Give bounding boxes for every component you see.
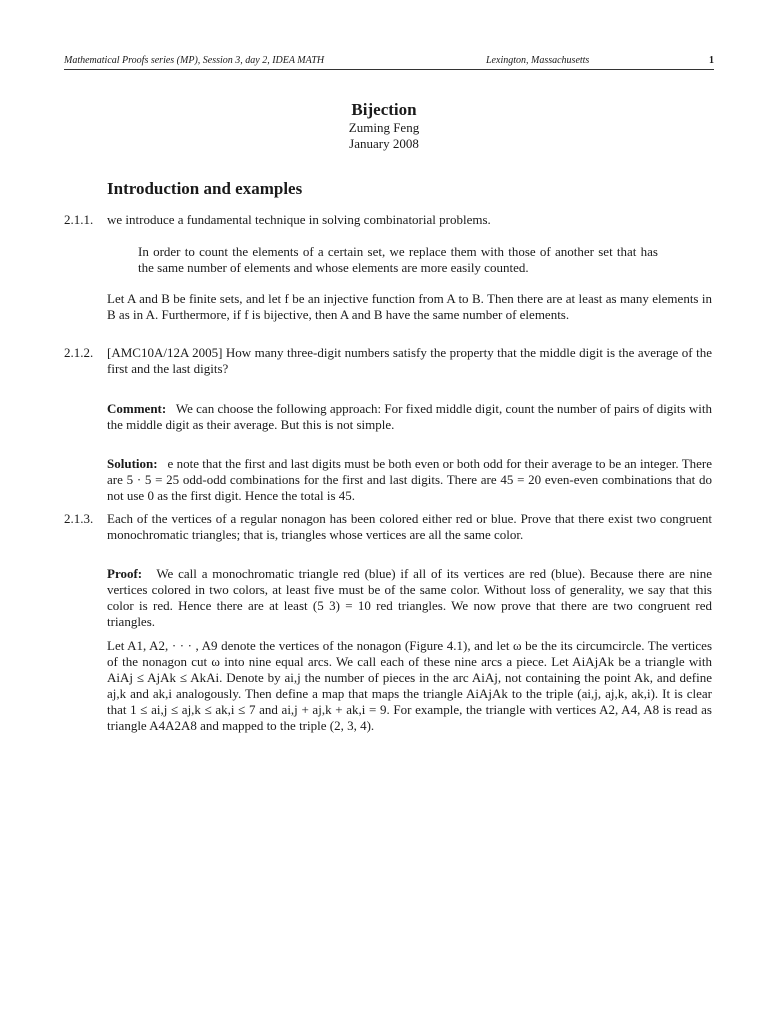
item-number-2-1-1: 2.1.1. (64, 212, 94, 227)
paragraph-text: Let A and B be finite sets, and let f be an injective function from A to B. Then there are at least as many elements in B as in A. Furthermore, if f is bijective, then A and B have the same number of elements. (107, 291, 712, 322)
solution-label: Solution: (107, 456, 158, 471)
proof-continuation-text: Let A1, A2, · · · , A9 denote the vertices of the nonagon (Figure 4.1), and let ω be the its circumcircle. The vertices of the nonagon cut ω into nine equal arcs. We call each of these nine arcs a piece. Let AiAjAk be a triangle with AiAj ≤ AjAk ≤ AkAi. Denote by ai,j the number of pieces in the arc AiAj, not containing the point Ak, and define aj,k and ak,i analogously. Then define a map that maps the triangle AiAjAk to the triple (ai,j, aj,k, ak,i). It is clear that 1 ≤ ai,j ≤ aj,k ≤ ak,i ≤ 7 and ai,j + aj,k + ak,i = 9. For example, the triangle with vertices A2, A4, A8 is read as triangle A4A2A8 and mapped to the triple (2, 3, 4). (107, 638, 712, 733)
header-location: Lexington, Massachusetts (486, 55, 590, 66)
paragraph-sets (107, 291, 712, 323)
comment-paragraph (107, 401, 712, 433)
proof-label: Proof: (107, 566, 143, 581)
paragraph-text: we introduce a fundamental technique in solving combinatorial problems. (107, 212, 491, 227)
paragraph-2-1-1 (64, 212, 712, 228)
paragraph-text: Each of the vertices of a regular nonagon has been colored either red or blue. Prove that there exist two congruent monochromatic triangles; that is, triangles whose vertices are all the same color. (107, 511, 712, 542)
quote-text: In order to count the elements of a certain set, we replace them with those of another set that has the same number of elements and whose elements are more easily counted. (138, 244, 658, 275)
quote-paragraph (138, 244, 658, 276)
solution-paragraph (107, 456, 712, 504)
section-title: Introduction and examples (107, 179, 303, 198)
header-rule (64, 69, 714, 70)
item-number-2-1-2: 2.1.2. (64, 345, 94, 360)
page-number: 1 (709, 55, 714, 66)
comment-text: We can choose the following approach: For fixed middle digit, count the number of pairs of digits with the middle digit as their average. But this is not simple. (107, 401, 712, 432)
proof-continuation (107, 638, 712, 734)
proof-paragraph (107, 566, 712, 630)
paragraph-2-1-2 (64, 345, 712, 377)
header-series: Mathematical Proofs series (MP), Session 3, day 2, IDEA MATH (64, 55, 325, 66)
document-date: January 2008 (349, 136, 419, 151)
document-author: Zuming Feng (348, 120, 420, 135)
paragraph-2-1-3 (64, 511, 712, 543)
title-block (0, 100, 768, 152)
document-title: Bijection (351, 100, 417, 119)
comment-label: Comment: (107, 401, 167, 416)
paragraph-text: [AMC10A/12A 2005] How many three-digit numbers satisfy the property that the middle digit is the average of the first and the last digits? (107, 345, 712, 376)
proof-text: We call a monochromatic triangle red (blue) if all of its vertices are red (blue). Because there are nine vertices colored in two colors, at least five must be of the same color. Without loss of generality, we say that this color is red. Hence there are at least (5 3) = 10 red triangles. We now prove that there are two congruent red triangles. (107, 566, 713, 629)
item-number-2-1-3: 2.1.3. (64, 511, 94, 526)
solution-text: e note that the first and last digits must be both even or both odd for their average to be an integer. There are 5 · 5 = 25 odd-odd combinations for the first and last digits. There are 45 = 20 even-even combinations that do not use 0 as the first digit. Hence the total is 45. (107, 456, 713, 503)
